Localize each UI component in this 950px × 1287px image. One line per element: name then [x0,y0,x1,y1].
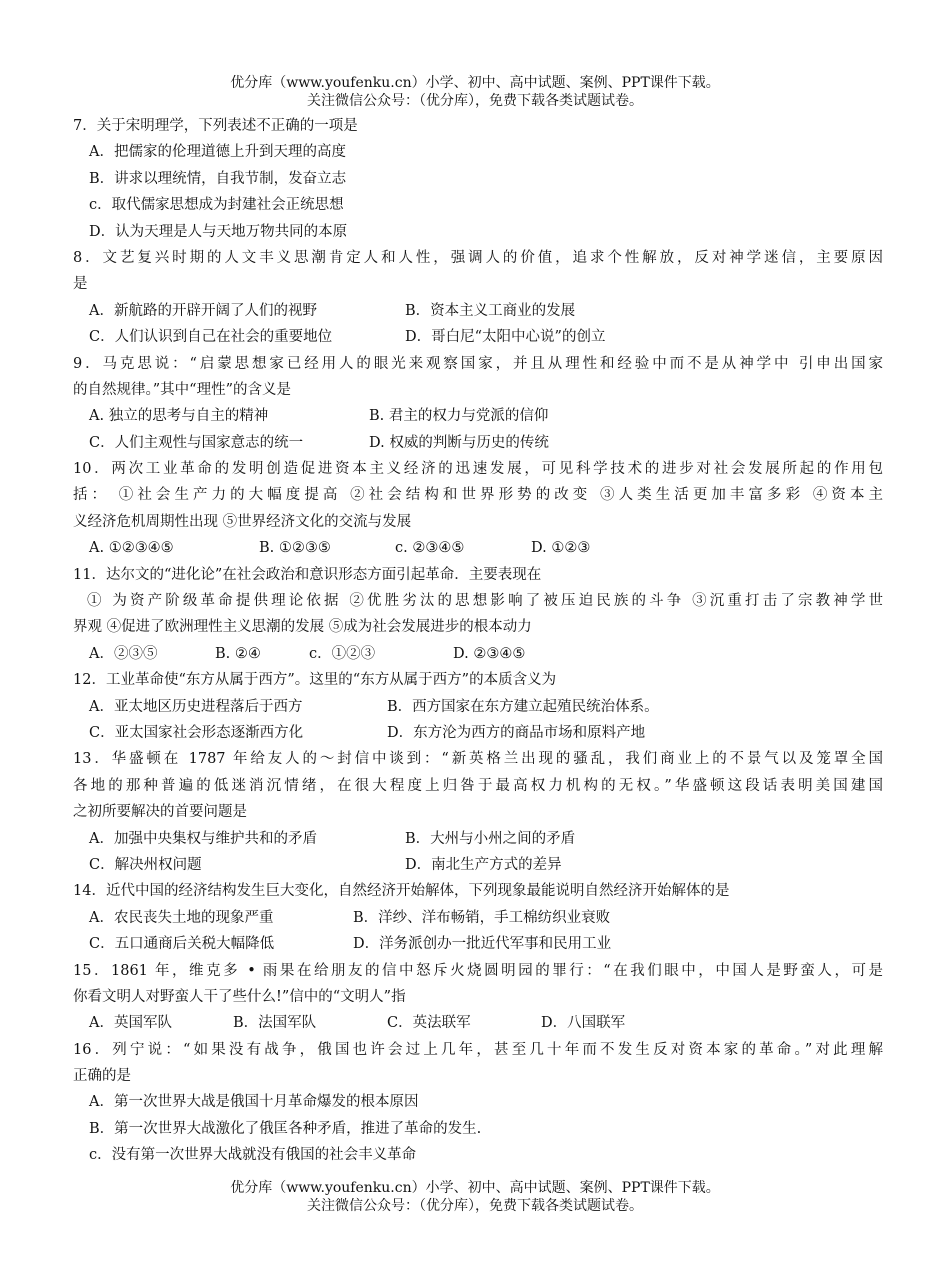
option-c: C．人们主观性与国家意志的统一 [89,434,304,451]
option-b: B．西方国家在东方建立起殖民统治体系。 [387,698,659,715]
option-a: A．新航路的开辟开阔了人们的视野 [89,302,317,319]
option-a: A．英国军队 [89,1015,172,1032]
option-row [73,430,883,456]
option-row [73,403,883,429]
question-stem: 8．文艺复兴时期的人文丰义思潮肯定人和人性，强调人的价值，追求个性解放，反对神学迷信，主要原因 [73,249,883,266]
question-list [73,113,883,1169]
question-stem-cont: 的自然规律。”其中“理性”的含义是 [73,381,291,398]
header-line-1: 优分库（www.youfenku.cn）小学、初中、高中试题、案例、PPT课件下载。 [230,75,720,91]
option-b: B．洋纱、洋布畅销，手工棉纺织业衰败 [353,909,611,926]
option-a: A. 独立的思考与自主的精神 [89,408,269,425]
option-d: D. 权威的判断与历史的传统 [369,434,549,451]
option-b: B．法国军队 [233,1015,317,1032]
option-row [73,694,883,720]
option-d: D．哥白尼“太阳中心说”的创立 [405,329,606,346]
option-row [73,298,883,324]
question-10 [73,456,883,562]
option-row [73,826,883,852]
question-12 [73,667,883,746]
question-stem-cont: 括： ①社会生产力的大幅度提高 ②社会结构和世界形势的改变 ③人类生活更加丰富多彩 ④资本主 [73,487,883,504]
option-a: A．亚太地区历史进程落后于西方 [89,698,303,715]
option-c: c. ②③④⑤ [395,540,465,557]
question-stem: 12．工业革命使“东方从属于西方”。这里的“东方从属于西方”的本质含义为 [73,672,557,689]
question-stem: 9．马克思说：“启蒙思想家已经用人的眼光来观察国家，并且从理性和经验中而不是从神学中 引申出国家 [73,355,883,372]
option-c: c．取代儒家思想成为封建社会正统思想 [89,197,344,214]
question-stem-cont: 界观 ④促进了欧洲理性主义思潮的发展 ⑤成为社会发展进步的根本动力 [73,619,532,636]
option-d: D．东方沦为西方的商品市场和原料产地 [387,724,646,741]
option-row [73,535,883,561]
option-d: D．八国联军 [541,1015,626,1032]
option-d: D. ①②③ [531,540,591,557]
question-stem: 16．列宁说：“如果没有战争，俄国也许会过上几年，甚至几十年而不发生反对资本家的革命。”对此理解 [73,1041,883,1058]
question-stem-cont: 是 [73,276,88,293]
question-stem: 10．两次工业革命的发明创造促进资本主义经济的迅速发展，可见科学技术的进步对社会发展所起的作用包 [73,461,883,478]
option-row [73,931,883,957]
question-7 [73,113,883,245]
option-row [73,641,883,667]
question-9 [73,351,883,457]
question-stem-cont: 之初所要解决的首要问题是 [73,804,247,821]
option-c: C．五口通商后关税大幅降低 [89,936,275,953]
question-15 [73,958,883,1037]
question-stem-cont: 正确的是 [73,1068,131,1085]
option-c: C．英法联军 [387,1015,471,1032]
question-stem-cont: 你看文明人对野蛮人干了些什么!”信中的“文明人”指 [73,988,406,1005]
question-14 [73,878,883,957]
option-c: c．①②③ [309,645,376,662]
option-a: A．加强中央集权与维护共和的矛盾 [89,830,317,847]
footer-line-2: 关注微信公众号：（优分库），免费下载各类试题试卷。 [307,1198,643,1214]
option-c: c．没有第一次世界大战就没有俄国的社会丰义革命 [89,1147,417,1164]
option-row [73,852,883,878]
option-b: B. ①②③⑤ [259,540,331,557]
question-8 [73,245,883,351]
option-row [73,1010,883,1036]
option-b: B．大州与小州之间的矛盾 [405,830,576,847]
option-b: B．讲求以理统情，自我节制，发奋立志 [89,170,347,187]
option-row [73,905,883,931]
option-d: D．认为天理是人与天地万物共同的本原 [89,223,348,240]
question-stem-cont: 义经济危机周期性出现 ⑤世界经济文化的交流与发展 [73,513,412,530]
option-c: C．解决州权问题 [89,856,202,873]
option-a: A．②③⑤ [89,645,158,662]
option-a: A．把儒家的伦理道德上升到天理的高度 [89,144,346,161]
option-a: A. ①②③④⑤ [89,540,174,557]
option-b: B. ②④ [215,645,261,662]
question-stem-cont: 各地的那种普遍的低迷消沉情绪，在很大程度上归咎于最高权力机构的无权。”华盛顿这段话表明美国建国 [73,777,883,794]
question-stem-cont: ① 为资产阶级革命提供理论依据 ②优胜劣汰的思想影响了被压迫民族的斗争 ③沉重打击了宗教神学世 [87,593,883,610]
header-line-2: 关注微信公众号：（优分库），免费下载各类试题试卷。 [307,93,643,109]
option-c: C．人们认识到自己在社会的重要地位 [89,329,333,346]
question-stem: 11．达尔文的“进化论”在社会政治和意识形态方面引起革命．主要表现在 [73,566,542,583]
question-stem: 14．近代中国的经济结构发生巨大变化，自然经济开始解体，下列现象最能说明自然经济开始解体的是 [73,883,730,900]
question-stem: 13．华盛顿在 1787 年给友人的～封信中谈到：“新英格兰出现的骚乱，我们商业上的不景气以及笼罩全国 [73,751,883,768]
question-13 [73,746,883,878]
question-16 [73,1037,883,1169]
option-a: A．第一次世界大战是俄国十月革命爆发的根本原因 [89,1094,419,1111]
page-footer [0,1179,950,1215]
option-c: C．亚太国家社会形态逐渐西方化 [89,724,304,741]
question-stem: 15．1861 年，维克多 • 雨果在给朋友的信中怒斥火烧圆明园的罪行：“在我们眼中，中国人是野蛮人，可是 [73,962,883,979]
question-stem: 7．关于宋明理学，下列表述不正确的一项是 [73,118,358,134]
footer-line-1: 优分库（www.youfenku.cn）小学、初中、高中试题、案例、PPT课件下载。 [230,1180,720,1196]
option-b: B. 君主的权力与党派的信仰 [369,408,549,425]
option-b: B．资本主义工商业的发展 [405,302,576,319]
option-d: D．洋务派创办一批近代军事和民用工业 [353,936,612,953]
option-row [73,720,883,746]
question-11 [73,562,883,668]
option-row [73,324,883,350]
option-b: B．第一次世界大战激化了俄匡各种矛盾，推进了革命的发生. [89,1120,482,1137]
page-header [0,74,950,110]
option-a: A．农民丧失土地的现象严重 [89,909,274,926]
option-d: D．南北生产方式的差异 [405,856,562,873]
option-d: D. ②③④⑤ [453,645,526,662]
